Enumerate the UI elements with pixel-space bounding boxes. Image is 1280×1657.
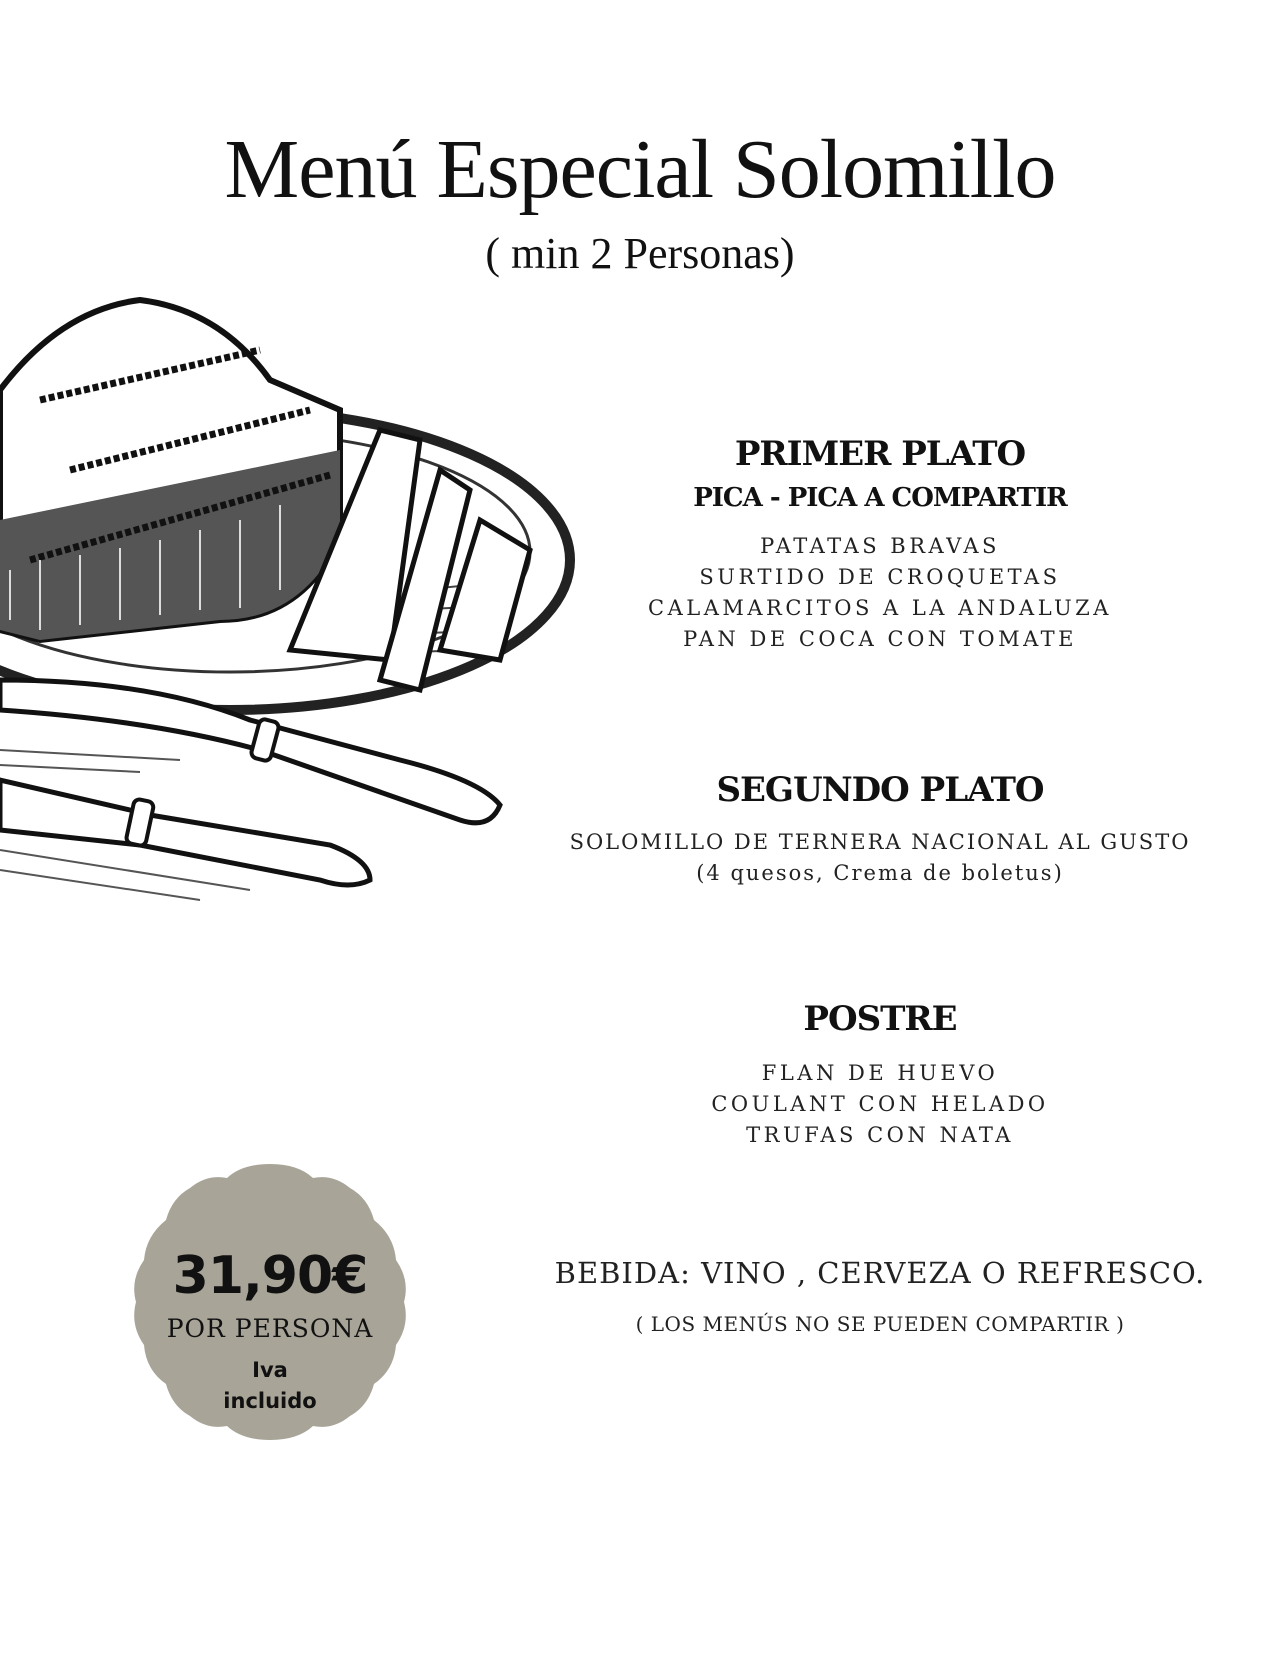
segundo-plato-section [540, 770, 1220, 889]
price-badge [128, 1160, 412, 1444]
menu-item: PAN DE COCA CON TOMATE [683, 627, 1077, 651]
iva-line-1: Iva [252, 1358, 288, 1382]
menu-item: CALAMARCITOS A LA ANDALUZA [648, 596, 1112, 620]
price-per-person: POR PERSONA [166, 1314, 374, 1343]
sharing-note: ( LOS MENÚS NO SE PUEDEN COMPARTIR ) [635, 1312, 1125, 1336]
menu-item: COULANT CON HELADO [711, 1092, 1049, 1116]
postre-title: POSTRE [803, 999, 957, 1039]
postre-section [540, 999, 1220, 1151]
segundo-plato-items [540, 827, 1220, 889]
primer-plato-subtitle: PICA - PICA A COMPARTIR [693, 483, 1067, 513]
drinks-section [540, 1256, 1220, 1336]
menu-item: SURTIDO DE CROQUETAS [699, 565, 1061, 589]
primer-plato-title: PRIMER PLATO [734, 434, 1026, 474]
price-value: 31,90€ [172, 1246, 368, 1306]
page-title: Menú Especial Solomillo [224, 123, 1056, 216]
menu-item-note: (4 quesos, Crema de boletus) [696, 861, 1064, 885]
iva-note [128, 1355, 412, 1417]
menu-item: TRUFAS CON NATA [746, 1123, 1014, 1147]
page-subtitle: ( min 2 Personas) [485, 229, 795, 278]
steak-plate-illustration-icon [0, 290, 610, 940]
drinks-label: BEBIDA: VINO , CERVEZA O REFRESCO. [554, 1256, 1206, 1290]
menu-item: PATATAS BRAVAS [760, 534, 1000, 558]
segundo-plato-title: SEGUNDO PLATO [716, 770, 1044, 810]
primer-plato-section [540, 434, 1220, 655]
menu-item: FLAN DE HUEVO [761, 1061, 999, 1085]
menu-item: SOLOMILLO DE TERNERA NACIONAL AL GUSTO [569, 830, 1191, 854]
postre-items [540, 1058, 1220, 1151]
iva-line-2: incluido [223, 1389, 317, 1413]
primer-plato-items [540, 531, 1220, 655]
